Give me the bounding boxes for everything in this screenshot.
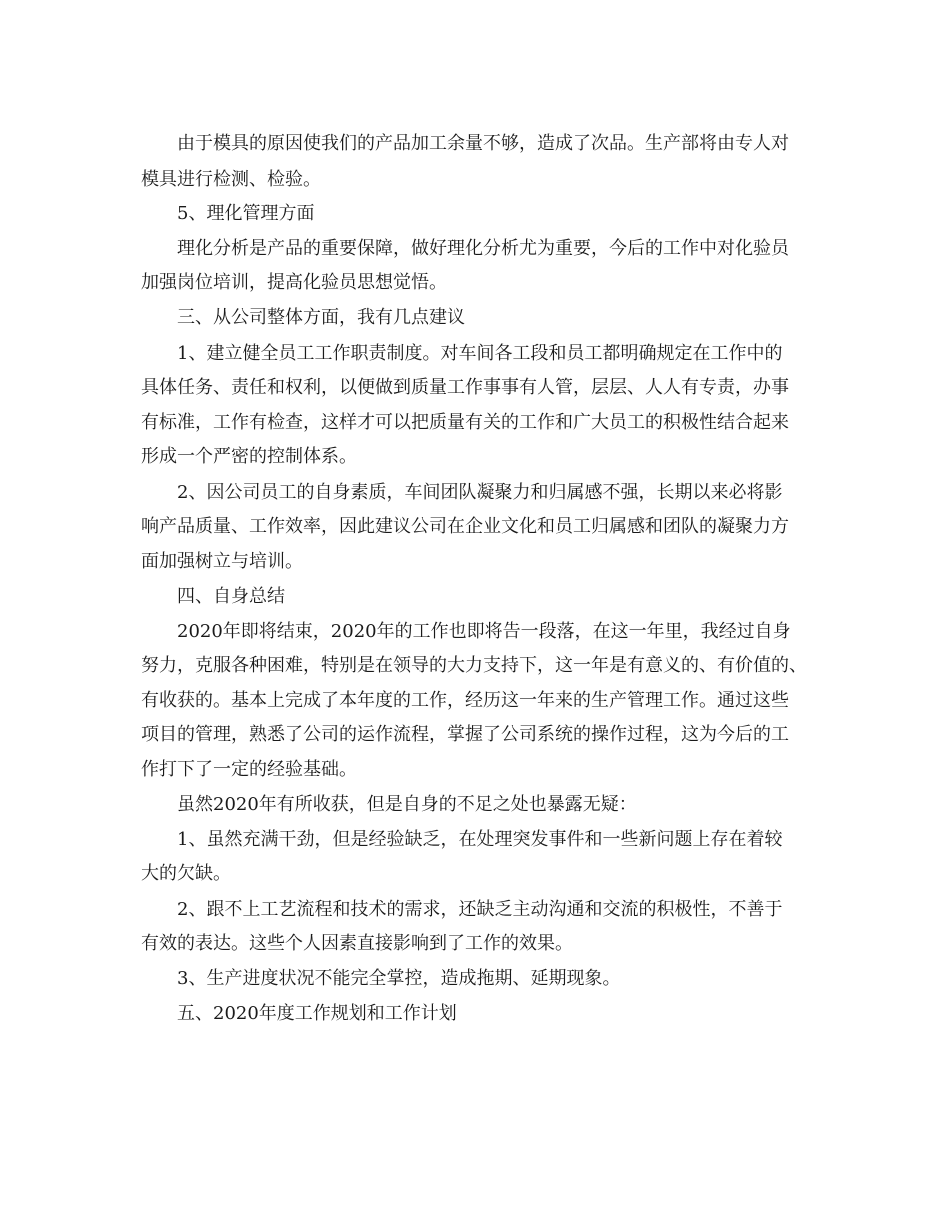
section-heading: 三、从公司整体方面，我有几点建议 (177, 307, 465, 328)
paragraph-line: 虽然2020年有所收获，但是自身的不足之处也暴露无疑： (177, 794, 637, 815)
paragraph-line: 有标准，工作有检查，这样才可以把质量有关的工作和广大员工的积极性结合起来 (141, 412, 789, 433)
paragraph-line: 有收获的。基本上完成了本年度的工作，经历这一年来的生产管理工作。通过这些 (141, 690, 789, 711)
paragraph-line: 由于模具的原因使我们的产品加工余量不够，造成了次品。生产部将由专人对 (177, 133, 789, 154)
paragraph-line: 2、因公司员工的自身素质，车间团队凝聚力和归属感不强，长期以来必将影 (177, 482, 783, 503)
paragraph-line: 面加强树立与培训。 (141, 551, 303, 572)
paragraph-line: 有效的表达。这些个人因素直接影响到了工作的效果。 (141, 933, 573, 954)
paragraph-line: 加强岗位培训，提高化验员思想觉悟。 (141, 272, 447, 293)
paragraph-line: 模具进行检测、检验。 (141, 169, 321, 190)
paragraph-line: 大的欠缺。 (141, 863, 231, 884)
section-heading: 5、理化管理方面 (177, 203, 315, 224)
paragraph-line: 1、建立健全员工工作职责制度。对车间各工段和员工都明确规定在工作中的 (177, 343, 783, 364)
paragraph-line: 1、虽然充满干劲，但是经验缺乏，在处理突发事件和一些新问题上存在着较 (177, 829, 783, 850)
paragraph-line: 2020年即将结束，2020年的工作也即将告一段落，在这一年里，我经过自身 (177, 621, 791, 642)
section-heading: 四、自身总结 (177, 586, 285, 607)
paragraph-line: 作打下了一定的经验基础。 (141, 759, 357, 780)
paragraph-line: 理化分析是产品的重要保障，做好理化分析尤为重要，今后的工作中对化验员 (177, 238, 789, 259)
paragraph-line: 3、生产进度状况不能完全掌控，造成拖期、延期现象。 (177, 968, 621, 989)
paragraph-line: 具体任务、责任和权利，以便做到质量工作事事有人管，层层、人人有专责，办事 (141, 377, 789, 398)
paragraph-line: 努力，克服各种困难，特别是在领导的大力支持下，这一年是有意义的、有价值的、 (141, 655, 807, 676)
paragraph-line: 2、跟不上工艺流程和技术的需求，还缺乏主动沟通和交流的积极性，不善于 (177, 899, 783, 920)
section-heading: 五、2020年度工作规划和工作计划 (177, 1003, 457, 1024)
paragraph-line: 项目的管理，熟悉了公司的运作流程，掌握了公司系统的操作过程，这为今后的工 (141, 724, 789, 745)
paragraph-line: 响产品质量、工作效率，因此建议公司在企业文化和员工归属感和团队的凝聚力方 (141, 516, 789, 537)
paragraph-line: 形成一个严密的控制体系。 (141, 446, 357, 467)
